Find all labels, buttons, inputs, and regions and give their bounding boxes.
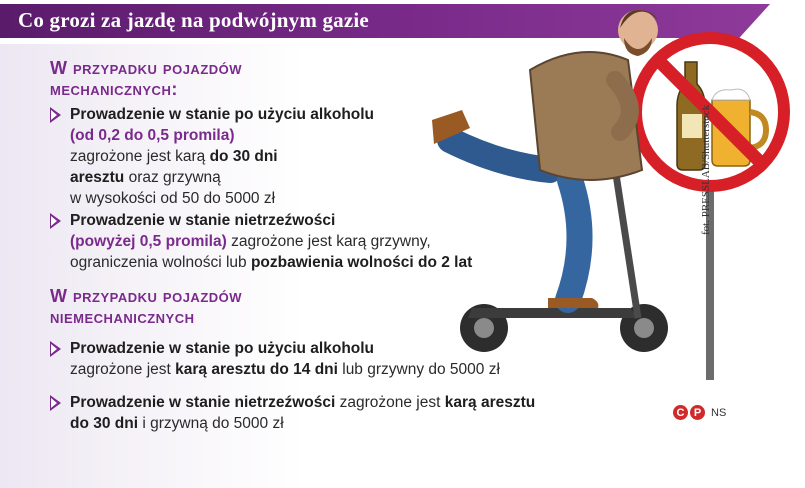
item-text: oraz grzywną: [124, 169, 221, 186]
item-title: Prowadzenie w stanie po użyciu alkoholu: [70, 340, 375, 357]
item-text: zagrożone jest: [335, 394, 445, 411]
item-text: i grzywną do 5000 zł: [138, 415, 284, 432]
copyright-mark: [673, 405, 726, 420]
item-text: zagrożone jest karą grzywny,: [226, 233, 431, 250]
bullet-arrow-icon: [50, 213, 61, 229]
bullet-arrow-icon: [50, 341, 61, 357]
copyright-p-icon: P: [690, 405, 705, 420]
item-emphasis: aresztu: [70, 169, 125, 186]
item-text: zagrożone jest karą: [70, 148, 210, 165]
item-emphasis: do 30 dni: [70, 415, 139, 432]
section-heading-line: niemechanicznych: [50, 307, 195, 327]
item-title: Prowadzenie w stanie nietrzeźwości: [70, 394, 336, 411]
item-text: lub grzywny do 5000 zł: [337, 361, 500, 378]
bullet-arrow-icon: [50, 107, 61, 123]
item-emphasis: karą aresztu do 14 dni: [175, 361, 338, 378]
item-text: w wysokości od 50 do 5000 zł: [70, 190, 276, 207]
item-emphasis: karą aresztu: [444, 394, 536, 411]
section-heading-nonmechanical: [50, 286, 242, 328]
item-highlight: (od 0,2 do 0,5 promila): [70, 127, 235, 144]
section-heading-line: W przypadku pojazdów: [50, 58, 243, 78]
item-emphasis: pozbawienia wolności do 2 lat: [250, 254, 473, 271]
item-text: zagrożone jest: [70, 361, 176, 378]
item-emphasis: do 30 dni: [209, 148, 278, 165]
page-title: Co grozi za jazdę na podwójnym gazie: [18, 8, 369, 32]
author-initials: NS: [711, 406, 727, 419]
item-text: ograniczenia wolności lub: [70, 254, 251, 271]
scooter-illustration: [380, 0, 805, 380]
bullet-arrow-icon: [50, 395, 61, 411]
photo-credit: fot. PRESSLAB/Shutterstock: [700, 104, 712, 235]
item-title: Prowadzenie w stanie nietrzeźwości: [70, 212, 336, 229]
item-highlight: (powyżej 0,5 promila): [70, 233, 227, 250]
copyright-c-icon: C: [673, 405, 688, 420]
section-heading-mechanical: [50, 58, 242, 100]
section-heading-line: W przypadku pojazdów: [50, 286, 243, 306]
section-heading-line: mechanicznych:: [50, 79, 178, 99]
item-title: Prowadzenie w stanie po użyciu alkoholu: [70, 106, 375, 123]
